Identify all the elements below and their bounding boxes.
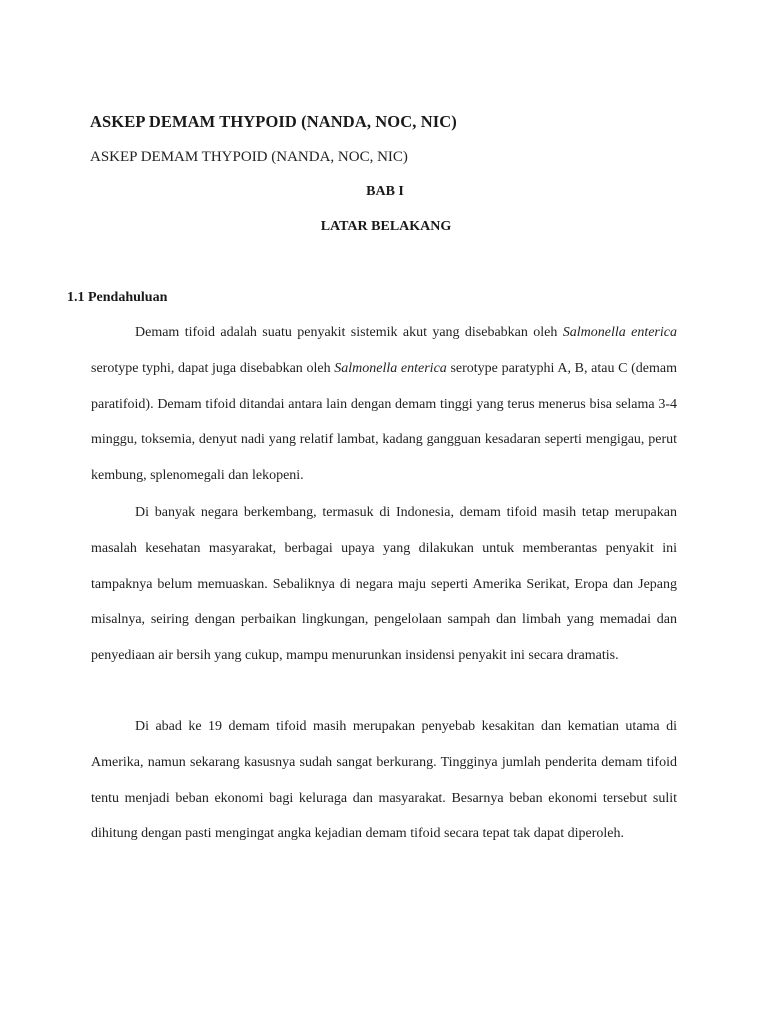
paragraph-3: Di abad ke 19 demam tifoid masih merupakan penyebab kesakitan dan kematian utama di Amerika, namun sekarang kasusnya sudah sangat berkurang. Tingginya jumlah penderita demam tifoid tentu menjadi beban ekonomi bagi keluraga dan masyarakat. Besarnya beban ekonomi tersebut sulit dihitung dengan pasti mengingat angka kejadian demam tifoid secara tepat tak dapat diperoleh. [91,719,677,842]
section-heading: 1.1 Pendahuluan [67,290,168,305]
chapter-title-label: LATAR BELAKANG [320,219,452,234]
paragraph-1-text-a: Demam tifoid adalah suatu penyakit sistemik akut yang disebabkan oleh [135,325,563,340]
chapter-heading [0,184,768,200]
document-title: ASKEP DEMAM THYPOID (NANDA, NOC, NIC) [90,112,457,131]
chapter-label: BAB I [366,184,404,199]
document-subtitle: ASKEP DEMAM THYPOID (NANDA, NOC, NIC) [90,149,408,165]
paragraph-1-italic-a: Salmonella enterica [562,325,677,340]
paragraph-1-text-b: serotype typhi, dapat juga disebabkan oleh [91,360,335,376]
paragraph-1-text-c: serotype paratyphi A, B, atau C (demam paratifoid). Demam tifoid ditandai antara lain dengan demam tinggi yang terus menerus bisa selama 3-4 minggu, toksemia, denyut nadi yang relatif lambat, kadang gangguan kesadaran seperti mengigau, perut kembung, splenomegali dan lekopeni. [91,360,677,484]
paragraph-1-italic-b: Salmonella enterica [334,360,447,376]
paragraph-1 [91,315,677,494]
chapter-title [0,219,768,235]
paragraph-2: Di banyak negara berkembang, termasuk di Indonesia, demam tifoid masih tetap merupakan masalah kesehatan masyarakat, berbagai upaya yang dilakukan untuk memberantas penyakit ini tampaknya belum memuaskan. Sebaliknya di negara maju seperti Amerika Serikat, Eropa dan Jepang misalnya, seiring dengan perbaikan lingkungan, pengelolaan sampah dan limbah yang memadai dan penyediaan air bersih yang cukup, mampu menurunkan insidensi penyakit ini secara dramatis. [91,505,677,664]
